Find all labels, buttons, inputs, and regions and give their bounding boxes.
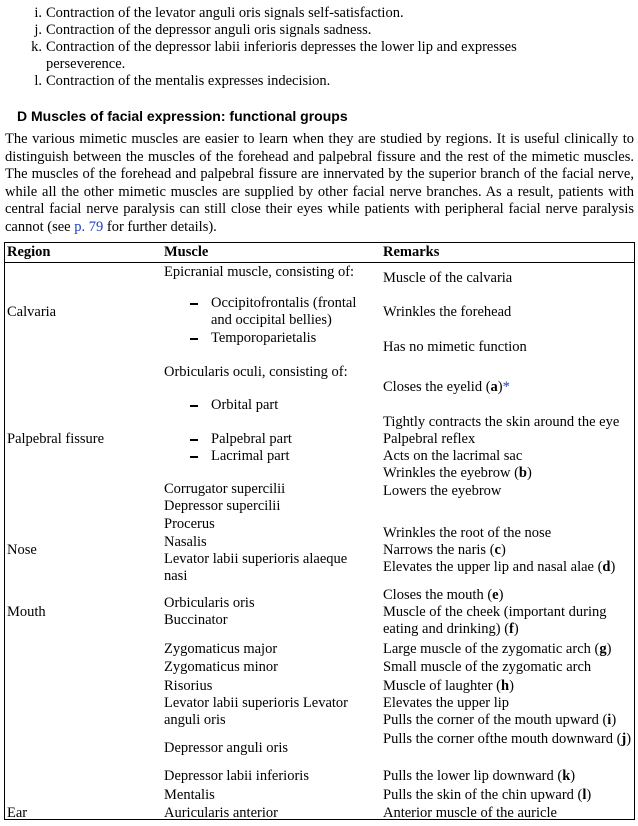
- muscle-zyg-minor: Zygomaticus minor: [164, 659, 278, 675]
- muscle-procerus: Procerus: [164, 516, 215, 532]
- close-paren: ): [610, 559, 616, 575]
- dash-bullet: [190, 456, 198, 458]
- paragraph-text: The various mimetic muscles are easier to learn when they are studied by regions. It is useful clinically to distinguish between the muscles of the forehead and palpebral fissure and the rest of the mimetic muscles. The muscles of the forehead and palpebral fissure are innervated by the superior branch of the facial nerve, while all the other mimetic muscles are supplied by other facial nerve branches. As a result, patients with central facial nerve paralysis can still close their eyes while patients with peripheral facial nerve paralysis cannot (see: [5, 131, 634, 235]
- list-text: Contraction of the levator anguli oris signals self-satisfaction.: [46, 5, 404, 21]
- remark-large-zyg: [383, 641, 611, 658]
- remark-narrows-naris: [383, 542, 506, 559]
- remark-elevates-upper: Elevates the upper lip: [383, 695, 510, 711]
- remark-laughter: [383, 678, 514, 695]
- section-heading: D Muscles of facial expression: functional groups: [17, 108, 348, 124]
- close-paren: ): [497, 379, 503, 395]
- muscle-mentalis: Mentalis: [164, 787, 215, 803]
- dash-bullet: [190, 439, 198, 441]
- dash-bullet: [190, 303, 198, 305]
- muscle-palpebral-part: [164, 431, 292, 448]
- remark-text: Large muscle of the zygomatic arch (: [383, 641, 600, 657]
- muscle-auricularis: Auricularis anterior: [164, 805, 278, 820]
- list-marker: j.: [34, 22, 42, 38]
- muscle-orbicularis-oculi: Orbicularis oculi, consisting of:: [164, 364, 348, 380]
- remark-text: Pulls the corner of the mouth upward (: [383, 712, 608, 728]
- muscle-depressor-anguli: Depressor anguli oris: [164, 740, 289, 756]
- muscle-levator-labii: Levator labii superioris Levator anguli oris: [164, 695, 349, 728]
- remark-text: Pulls the skin of the chin upward (: [383, 787, 583, 803]
- close-paren: ): [527, 465, 532, 481]
- remark-no-mimetic: Has no mimetic function: [383, 339, 527, 355]
- figure-letter: d: [602, 559, 611, 575]
- remark-tightly: Tightly contracts the skin around the eye: [383, 414, 620, 430]
- region-ear: Ear: [7, 805, 28, 820]
- figure-letter: g: [599, 641, 607, 657]
- list-text: Contraction of the mentalis expresses indecision.: [46, 73, 331, 89]
- list-marker: k.: [31, 39, 42, 55]
- paragraph-text-end: for further details).: [103, 218, 217, 235]
- remark-lowers-eyebrow: Lowers the eyebrow: [383, 483, 502, 499]
- list-text: Contraction of the depressor anguli oris signals sadness.: [46, 22, 372, 38]
- muscle-table: [4, 242, 635, 820]
- figure-letter: b: [518, 465, 527, 481]
- region-calvaria: Calvaria: [7, 304, 57, 320]
- muscle-temporoparietalis-text: Temporoparietalis: [211, 330, 317, 346]
- figure-letter: f: [509, 621, 514, 637]
- muscle-zyg-major: Zygomaticus major: [164, 641, 278, 657]
- close-paren: ): [500, 542, 506, 558]
- list-item: [0, 22, 638, 39]
- muscle-occipitofrontalis: [164, 295, 374, 329]
- footnote-asterisk[interactable]: *: [502, 379, 510, 395]
- figure-letter: k: [562, 768, 571, 784]
- figure-letter: a: [490, 379, 498, 395]
- remark-closes-mouth: [383, 587, 503, 604]
- muscle-risorius: Risorius: [164, 678, 213, 694]
- remark-palpebral-reflex: Palpebral reflex: [383, 431, 476, 447]
- remark-wrinkles-root: Wrinkles the root of the nose: [383, 525, 552, 541]
- muscle-corrugator: Corrugator supercilii: [164, 481, 286, 497]
- muscle-orbicularis-oris: Orbicularis oris: [164, 595, 255, 611]
- list-item: [0, 5, 638, 22]
- muscle-lacrimal-text: Lacrimal part: [211, 448, 290, 464]
- muscle-list: [0, 5, 638, 90]
- figure-letter: i: [607, 712, 612, 728]
- region-mouth: Mouth: [7, 604, 46, 620]
- muscle-buccinator: Buccinator: [164, 612, 228, 628]
- muscle-lacrimal-part: [164, 448, 290, 465]
- remark-text: Muscle of the cheek (important during eating and drinking) (: [383, 604, 607, 637]
- list-item: [0, 39, 638, 73]
- remark-text: Elevates the upper lip and nasal alae (: [383, 559, 603, 575]
- remark-text: Narrows the naris (: [383, 542, 495, 558]
- remark-cheek: [383, 604, 623, 638]
- remark-forehead: Wrinkles the forehead: [383, 304, 512, 320]
- list-marker: l.: [34, 73, 42, 89]
- header-region: Region: [7, 244, 51, 260]
- remark-text: Pulls the corner ofthe mouth downward (: [383, 731, 622, 747]
- figure-letter: e: [492, 587, 499, 603]
- remark-calvaria: Muscle of the calvaria: [383, 270, 513, 286]
- close-paren: ): [570, 768, 576, 784]
- remark-elevates-alae: [383, 559, 615, 576]
- remark-chin: [383, 787, 591, 804]
- figure-letter: j: [621, 731, 627, 747]
- region-palpebral: Palpebral fissure: [7, 431, 105, 447]
- remark-text: Closes the eyelid (: [383, 379, 491, 395]
- muscle-levator-alaeque: Levator labii superioris alaeque nasi: [164, 551, 348, 584]
- remark-small-zyg: Small muscle of the zygomatic arch: [383, 659, 592, 675]
- muscle-occipitofrontalis-text: Occipitofrontalis (frontal and occipital bellies): [211, 295, 357, 328]
- table-header-row: [5, 243, 634, 263]
- figure-letter: h: [500, 678, 510, 694]
- header-muscle: Muscle: [164, 244, 209, 260]
- region-nose: Nose: [7, 542, 37, 558]
- muscle-palpebral-text: Palpebral part: [211, 431, 292, 447]
- muscle-epicranial: Epicranial muscle, consisting of:: [164, 264, 355, 280]
- dash-bullet: [190, 405, 198, 407]
- muscle-temporoparietalis: [164, 330, 316, 347]
- remark-text: Wrinkles the eyebrow (: [383, 465, 519, 481]
- remark-closes-eyelid: [383, 379, 510, 396]
- remark-auricle: Anterior muscle of the auricle: [383, 805, 557, 820]
- close-paren: ): [513, 621, 519, 637]
- intro-paragraph: [5, 131, 634, 237]
- remark-text: Muscle of laughter (: [383, 678, 501, 694]
- list-text: Contraction of the depressor labii inferioris depresses the lower lip and expresses perseverence.: [46, 39, 517, 72]
- list-item: [0, 73, 638, 90]
- remark-wrinkles-eyebrow: [383, 465, 532, 482]
- remark-text: Closes the mouth (: [383, 587, 493, 603]
- remark-text: Pulls the lower lip downward (: [383, 768, 563, 784]
- figure-letter: l: [582, 787, 587, 803]
- remark-lacrimal-sac: Acts on the lacrimal sac: [383, 448, 523, 464]
- list-marker: i.: [34, 5, 42, 21]
- remark-lower-lip: [383, 768, 575, 785]
- remark-pulls-downward: [383, 731, 633, 748]
- close-paren: ): [509, 678, 514, 694]
- page-link[interactable]: p. 79: [74, 218, 104, 235]
- close-paren: ): [606, 641, 612, 657]
- header-remarks: Remarks: [383, 244, 440, 260]
- muscle-orbital-part: [164, 397, 278, 414]
- close-paren: ): [626, 731, 632, 747]
- dash-bullet: [190, 338, 198, 340]
- close-paren: ): [586, 787, 592, 803]
- remark-pulls-upward: [383, 712, 616, 729]
- muscle-depressor-supercilii: Depressor supercilii: [164, 498, 281, 514]
- muscle-depressor-labii: Depressor labii inferioris: [164, 768, 309, 784]
- close-paren: ): [611, 712, 617, 728]
- figure-letter: c: [494, 542, 501, 558]
- close-paren: ): [498, 587, 504, 603]
- muscle-orbital-text: Orbital part: [211, 397, 279, 413]
- muscle-nasalis: Nasalis: [164, 534, 207, 550]
